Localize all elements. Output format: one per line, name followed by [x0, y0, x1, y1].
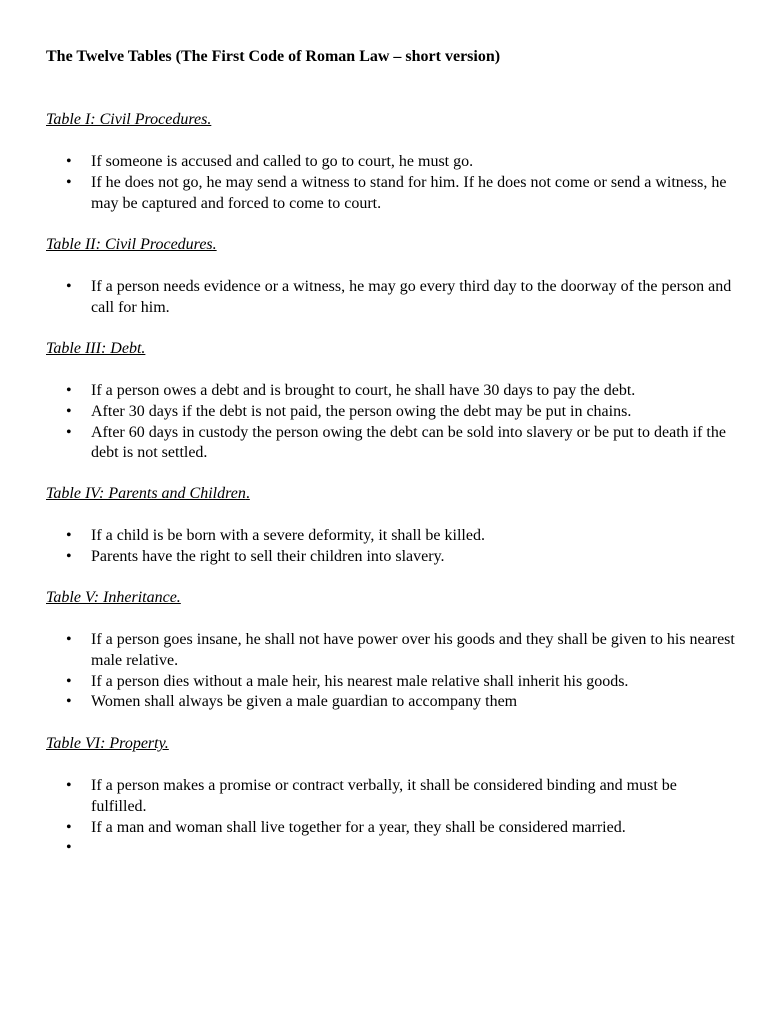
list-item [46, 152, 736, 173]
list-item [46, 402, 736, 423]
list-item [46, 277, 736, 319]
bullet-list [46, 152, 736, 214]
section-heading [46, 110, 736, 130]
bullet-icon: • [66, 173, 72, 191]
list-item [46, 838, 736, 859]
section-heading-tail: . [245, 485, 250, 502]
list-item-text: If a child is be born with a severe deformity, it shall be killed. [91, 527, 485, 544]
bullet-icon: • [66, 839, 72, 857]
bullet-icon: • [66, 153, 72, 170]
bullet-icon: • [66, 631, 72, 648]
list-item-text: If a person goes insane, he shall not have power over his goods and they shall be given to his nearest male relative. [91, 631, 735, 669]
bullet-icon: • [66, 547, 72, 565]
section-heading-text: Table VI: Property. [46, 735, 169, 752]
list-item [46, 776, 736, 818]
bullet-icon: • [66, 278, 72, 295]
section-heading-text: Table I: Civil Procedures. [46, 111, 212, 128]
list-item-text: If a person owes a debt and is brought to court, he shall have 30 days to pay the debt. [91, 382, 636, 399]
bullet-icon: • [66, 402, 72, 420]
list-item-text: Women shall always be given a male guardian to accompany them [91, 693, 518, 711]
section-heading [46, 484, 736, 504]
section-table-5 [46, 588, 736, 713]
bullet-icon: • [66, 777, 72, 794]
list-item [46, 173, 736, 215]
bullet-list [46, 776, 736, 859]
list-item [46, 423, 736, 465]
section-table-1 [46, 110, 736, 214]
list-item [46, 818, 736, 839]
section-heading [46, 235, 736, 255]
section-heading [46, 588, 736, 608]
section-heading-text: Table V: Inheritance. [46, 589, 181, 606]
bullet-icon: • [66, 693, 72, 711]
list-item-text: If someone is accused and called to go to court, he must go. [91, 153, 474, 170]
list-item [46, 526, 736, 547]
section-heading [46, 734, 736, 754]
bullet-icon: • [66, 423, 72, 441]
section-heading-text: Table II: Civil Procedures. [46, 236, 217, 253]
bullet-icon: • [66, 672, 72, 690]
list-item-text: If a person needs evidence or a witness, he may go every third day to the doorway of the person and call for him. [91, 278, 732, 316]
list-item [46, 381, 736, 402]
bullet-icon: • [66, 382, 72, 399]
bullet-icon: • [66, 527, 72, 544]
list-item-text: If a man and woman shall live together for a year, they shall be considered married. [91, 818, 626, 836]
section-heading-text: Table III: Debt. [46, 340, 146, 357]
list-item [46, 547, 736, 568]
bullet-list [46, 277, 736, 319]
list-item-text: If he does not go, he may send a witness to stand for him. If he does not come or send a witness, he may be captured and forced to come to court. [91, 173, 727, 212]
bullet-list [46, 381, 736, 464]
bullet-icon: • [66, 818, 72, 836]
list-item-text: If a person dies without a male heir, his nearest male relative shall inherit his goods. [91, 672, 629, 690]
bullet-list [46, 526, 736, 568]
list-item [46, 692, 736, 713]
section-table-3 [46, 339, 736, 464]
section-table-6 [46, 734, 736, 859]
section-table-2 [46, 235, 736, 319]
list-item-text: After 30 days if the debt is not paid, the person owing the debt may be put in chains. [91, 402, 632, 420]
list-item-text: After 60 days in custody the person owing the debt can be sold into slavery or be put to death if the debt is not settled. [91, 423, 726, 462]
list-item [46, 630, 736, 672]
section-table-4 [46, 484, 736, 568]
list-item-text: Parents have the right to sell their children into slavery. [91, 547, 445, 565]
list-item [46, 672, 736, 693]
list-item-text: If a person makes a promise or contract verbally, it shall be considered binding and must be fulfilled. [91, 777, 677, 815]
section-heading-text: Table IV: Parents and Children [46, 485, 246, 502]
bullet-list [46, 630, 736, 713]
document-title: The Twelve Tables (The First Code of Roman Law – short version) [46, 48, 501, 65]
section-heading [46, 339, 736, 359]
